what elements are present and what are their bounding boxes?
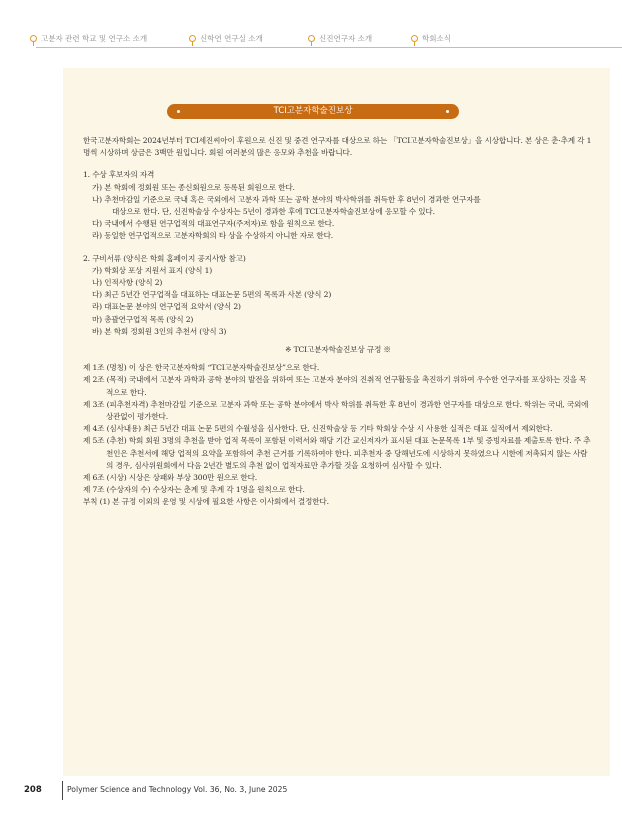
bullet-dot-icon [177, 110, 180, 113]
list-item-continuation: 대상으로 한다. 단, 신진학술상 수상자는 5년이 경과한 후에 TCI고분자학술진보상에 응모할 수 있다. [112, 207, 435, 217]
nav-item-researchers[interactable] [308, 33, 372, 44]
nav-item-society-news[interactable] [411, 33, 451, 44]
footer-divider [62, 781, 63, 800]
nav-label: 신진연구자 소개 [319, 34, 373, 43]
nav-label: 학회소식 [422, 34, 451, 43]
announcement-body [83, 135, 593, 509]
nav-label: 고분자 관련 학교 및 연구소 소개 [41, 34, 148, 43]
award-title: TCI고분자학술진보상 [273, 106, 353, 116]
nav-pin-icon [189, 35, 196, 42]
list-item: 라) 동일한 연구업적으로 고분자학회의 타 상을 수상하지 아니한 자로 한다. [92, 231, 334, 241]
list-item: 다) 최근 5년간 연구업적을 대표하는 대표논문 5편의 목록과 사본 (양식 2) [92, 290, 332, 300]
rule-article: 제 7조 (수상자의 수) 수상자는 춘계 및 추계 각 1명을 원칙으로 한다. [83, 485, 305, 495]
intro-paragraph: 한국고분자학회는 2024년부터 TCI세진씨아이 후원으로 신진 및 중견 연구자를 대상으로 하는 「TCI고분자학술진보상」을 시상합니다. 본 상은 춘·추계 각 1명씩 시상하며 상금은 3백만 원입니다. 회원 여러분의 많은 응모와 추천을 바랍니다. [83, 136, 592, 158]
bullet-dot-icon [446, 110, 449, 113]
rule-article: 제 6조 (시상) 시상은 상패와 부상 300만 원으로 한다. [83, 473, 258, 483]
list-item: 나) 추천마감일 기준으로 국내 혹은 국외에서 고분자 과학 또는 공학 분야의 박사학위를 취득한 후 8년이 경과한 연구자를 [92, 194, 481, 204]
award-title-banner [167, 104, 459, 119]
page-number: 208 [24, 785, 42, 795]
list-item: 바) 본 학회 정회원 3인의 추천서 (양식 3) [92, 326, 227, 336]
nav-item-labs[interactable] [189, 33, 263, 44]
rules-heading: ※ TCI고분자학술진보상 규정 ※ [285, 345, 391, 355]
rule-article: 제 3조 (피추천자격) 추천마감일 기준으로 고분자 과학 또는 공학 분야에서 박사 학위를 취득한 후 8년이 경과한 연구자를 대상으로 한다. 학위는 국내, 국외에 상관없이 평가한다. [83, 399, 589, 422]
nav-item-institutes[interactable] [30, 33, 147, 44]
award-announcement-panel [63, 68, 610, 776]
nav-pin-icon [308, 35, 315, 42]
nav-pin-icon [411, 35, 418, 42]
list-item: 가) 학회상 포상 지원서 표지 (양식 1) [92, 265, 213, 275]
nav-label: 신학연 연구실 소개 [200, 34, 263, 43]
list-item: 마) 총괄연구업적 목록 (양식 2) [92, 314, 194, 324]
nav-divider [36, 47, 622, 48]
list-item: 가) 본 학회에 정회원 또는 종신회원으로 등록된 회원으로 한다. [92, 182, 295, 192]
nav-pin-icon [30, 35, 37, 42]
list-item: 라) 대표논문 분야의 연구업적 요약서 (양식 2) [92, 302, 241, 312]
rule-article: 제 2조 (목적) 국내에서 고분자 과학과 공학 분야의 발전을 위하여 또는 고분자 분야의 진취적 연구활동을 촉진하기 위하여 우수한 연구자를 포상하는 것을 목적으로 한다. [83, 375, 587, 397]
journal-citation: Polymer Science and Technology Vol. 36, No. 3, June 2025 [67, 785, 288, 794]
page-footer [0, 785, 622, 799]
section2-heading: 2. 구비서류 (양식은 학회 홈페이지 공지사항 참고) [83, 253, 246, 263]
rule-article: 부칙 (1) 본 규정 이외의 운영 및 시상에 필요한 사항은 이사회에서 결정한다. [83, 497, 329, 507]
list-item: 다) 국내에서 수행된 연구업적의 대표연구자(주저자)로 함을 원칙으로 한다. [92, 219, 335, 229]
list-item: 나) 인적사항 (양식 2) [92, 278, 163, 288]
rule-article: 제 5조 (추천) 학회 회원 3명의 추천을 받아 업적 목록이 포함된 이력서와 해당 기간 교신저자가 표시된 대표 논문목록 1부 및 증빙자료를 제출토록 한다. 주 추천인은 추천서에 해당 업적의 요약을 포함하여 추천 근거를 기록하여야 한다. 피추천자 중 당해년도에 시상하지 못하였으나 시한에 저촉되지 않는 사람의 경우, 심사위원회에서 다음 2년간 별도의 추천 없이 업적자료만 추가할 것을 요청하여 심사할 수 있다. [83, 436, 591, 470]
rule-article: 제 1조 (명칭) 이 상은 한국고분자학회 “TCI고분자학술진보상”으로 한다. [83, 363, 320, 373]
rule-article: 제 4조 (심사내용) 최근 5년간 대표 논문 5편의 수월성을 심사한다. 단, 신진학술상 등 기타 학회상 수상 시 사용한 실적은 대표 실적에서 제외한다. [83, 424, 553, 434]
section1-heading: 1. 수상 후보자의 자격 [83, 170, 155, 180]
